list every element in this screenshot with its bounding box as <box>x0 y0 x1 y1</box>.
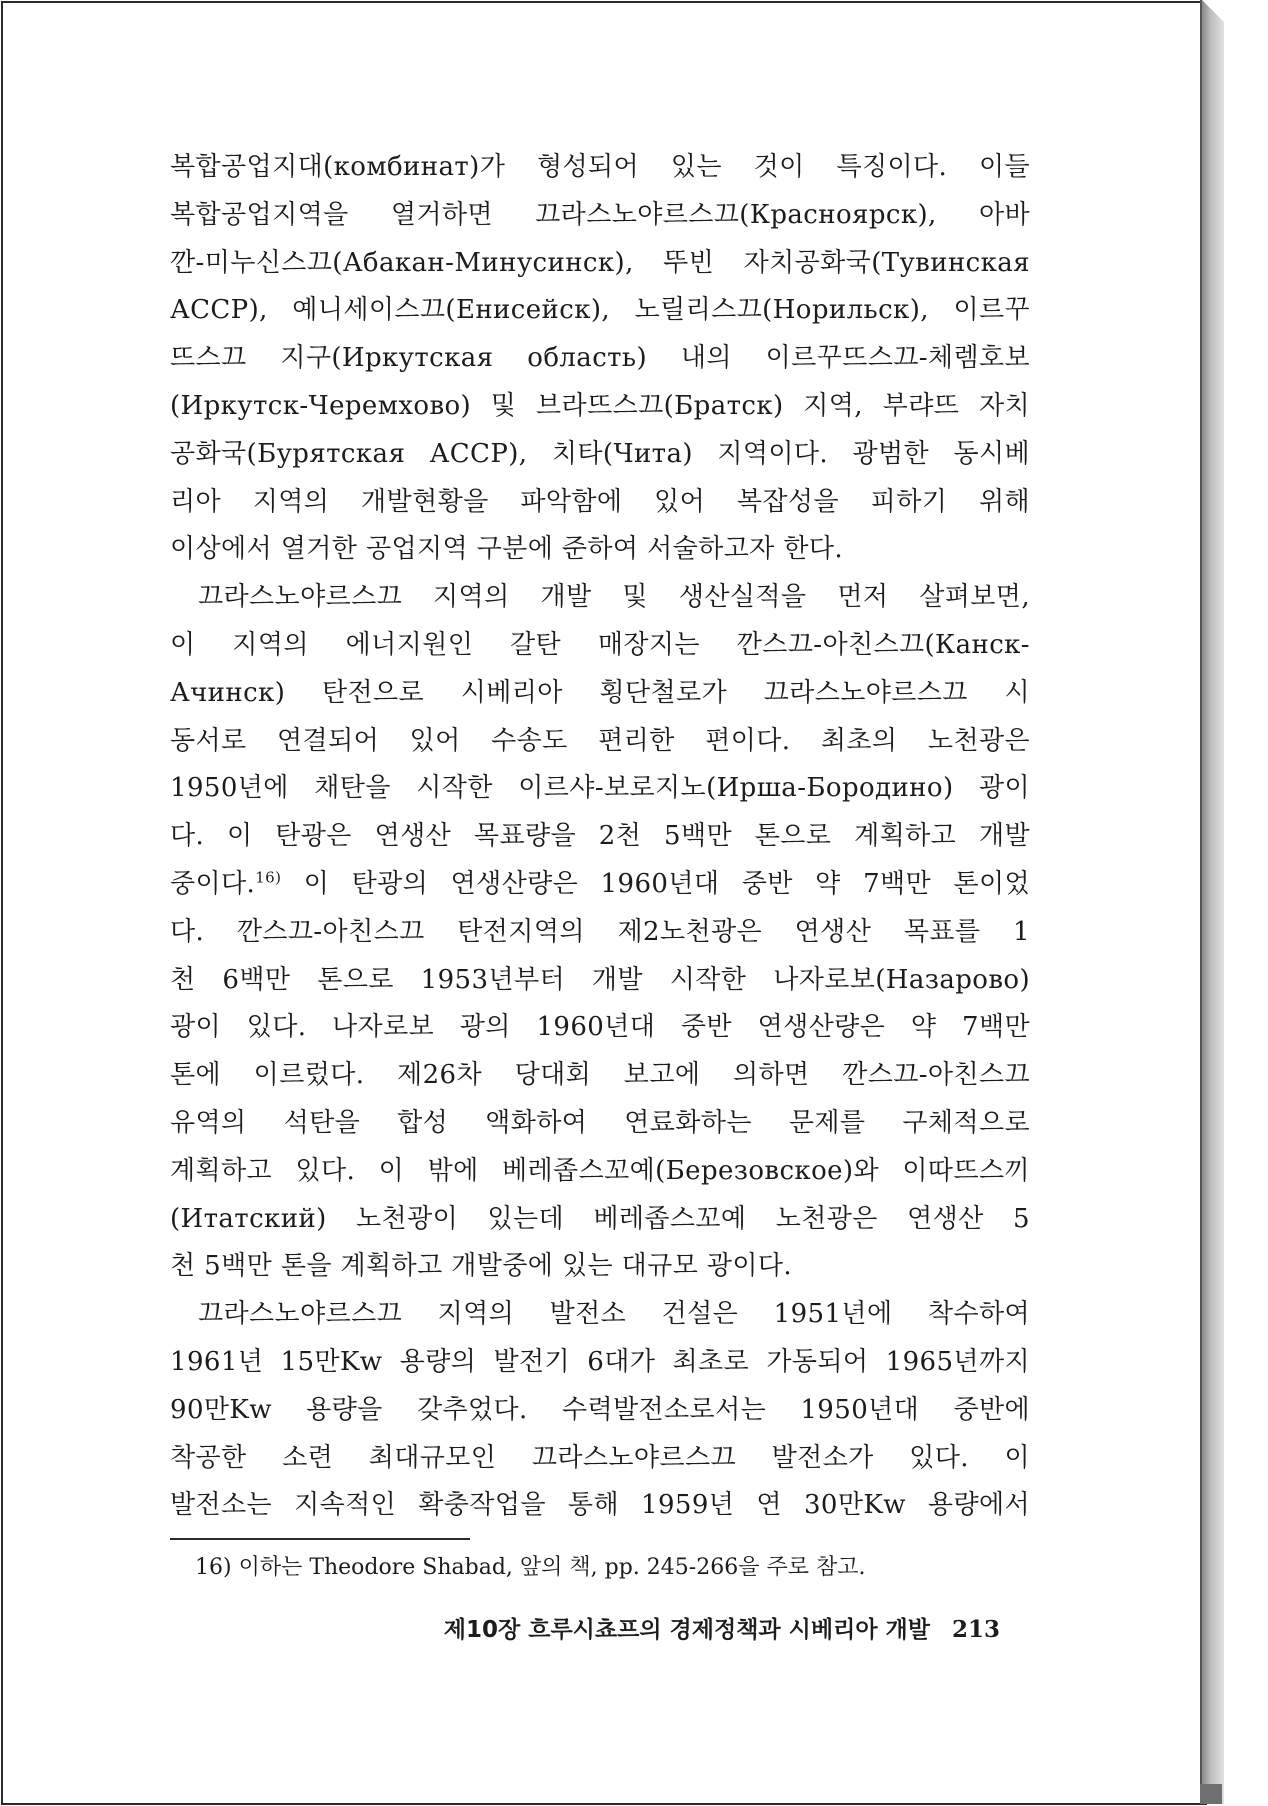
text-line: 공화국(Бурятская АССР), 치타(Чита) 지역이다. 광범한 동시베 <box>170 438 1030 469</box>
page-edge-shadow-bottom <box>1200 1784 1222 1804</box>
paragraph-first-line: 끄라스노야르스끄 지역의 개발 및 생산실적을 먼저 살펴보면, <box>198 582 1030 613</box>
text-line: АССР), 예니세이스끄(Енисейск), 노릴리스끄(Норильск), 이르꾸 <box>170 295 1030 326</box>
paragraph-first-line: 끄라스노야르스끄 지역의 발전소 건설은 1951년에 착수하여 <box>198 1299 1030 1330</box>
text-line: 이 지역의 에너지원인 갈탄 매장지는 깐스끄-아친스끄(Канск- <box>170 629 1030 660</box>
text-line: 다. 깐스끄-아친스끄 탄전지역의 제2노천광은 연생산 목표를 1 <box>170 916 1030 947</box>
chapter-title: 제10장 흐루시쵸프의 경제정책과 시베리아 개발 <box>443 1617 930 1643</box>
text-line: (Итатский) 노천광이 있는데 베레좁스꼬예 노천광은 연생산 5 <box>170 1203 1030 1234</box>
running-footer <box>444 1610 1000 1650</box>
text-line: 계획하고 있다. 이 밖에 베레좁스꼬예(Березовское)와 이따뜨스끼 <box>170 1155 1030 1186</box>
text-line: 리아 지역의 개발현황을 파악함에 있어 복잡성을 피하기 위해 <box>170 486 1030 517</box>
text-line: 1961년 15만Kw 용량의 발전기 6대가 최초로 가동되어 1965년까지 <box>170 1346 1030 1377</box>
text-line: 복합공업지역을 열거하면 끄라스노야르스끄(Красноярск), 아바 <box>170 199 1030 230</box>
text-line: 뜨스끄 지구(Иркутская область) 내의 이르꾸뜨스끄-체렘호보 <box>170 343 1030 374</box>
text-segment: 이 탄광의 연생산량은 1960년대 중반 약 7백만 톤이었 <box>281 868 1030 899</box>
footnote: 16) 이하는 Theodore Shabad, 앞의 책, pp. 245-266을 주로 참고. <box>195 1555 866 1580</box>
text-line: 톤에 이르렀다. 제26차 당대회 보고에 의하면 깐스끄-아친스끄 <box>170 1060 1030 1091</box>
text-line: 90만Kw 용량을 갖추었다. 수력발전소로서는 1950년대 중반에 <box>170 1394 1030 1425</box>
text-line: (Иркутск-Черемхово) 및 브라뜨스끄(Братск) 지역, 부랴뜨 자치 <box>170 390 1030 421</box>
text-line: Ачинск) 탄전으로 시베리아 횡단철로가 끄라스노야르스끄 시 <box>170 677 1030 708</box>
text-line-with-footnote <box>170 861 1030 909</box>
text-line: 광이 있다. 나자로보 광의 1960년대 중반 연생산량은 약 7백만 <box>170 1012 1030 1043</box>
body-text <box>170 144 1030 1530</box>
text-line: 이상에서 열거한 공업지역 구분에 준하여 서술하고자 한다. <box>170 534 844 565</box>
text-line: 천 6백만 톤으로 1953년부터 개발 시작한 나자로보(Назарово) <box>170 964 1030 995</box>
text-segment: 중이다. <box>170 868 256 899</box>
text-line: 동서로 연결되어 있어 수송도 편리한 편이다. 최초의 노천광은 <box>170 725 1030 756</box>
text-line: 다. 이 탄광은 연생산 목표량을 2천 5백만 톤으로 계획하고 개발 <box>170 821 1030 852</box>
page-corner <box>1202 0 1224 22</box>
text-line: 복합공업지대(комбинат)가 형성되어 있는 것이 특징이다. 이들 <box>170 152 1030 182</box>
text-line: 깐-미누신스끄(Абакан-Минусинск), 뚜빈 자치공화국(Тувинская <box>170 247 1030 278</box>
page-edge-shadow <box>1200 0 1224 1804</box>
page-number: 213 <box>951 1616 1000 1643</box>
text-line: 착공한 소련 최대규모인 끄라스노야르스끄 발전소가 있다. 이 <box>170 1442 1030 1473</box>
text-line: 발전소는 지속적인 확충작업을 통해 1959년 연 30만Kw 용량에서 <box>170 1490 1030 1521</box>
text-line: 1950년에 채탄을 시작한 이르샤-보로지노(Ирша-Бородино) 광이 <box>170 773 1030 804</box>
footnote-divider <box>170 1538 470 1540</box>
text-line: 유역의 석탄을 합성 액화하여 연료화하는 문제를 구체적으로 <box>170 1107 1030 1138</box>
text-line: 천 5백만 톤을 계획하고 개발중에 있는 대규모 광이다. <box>170 1251 793 1282</box>
footnote-reference: 16) <box>255 868 282 887</box>
